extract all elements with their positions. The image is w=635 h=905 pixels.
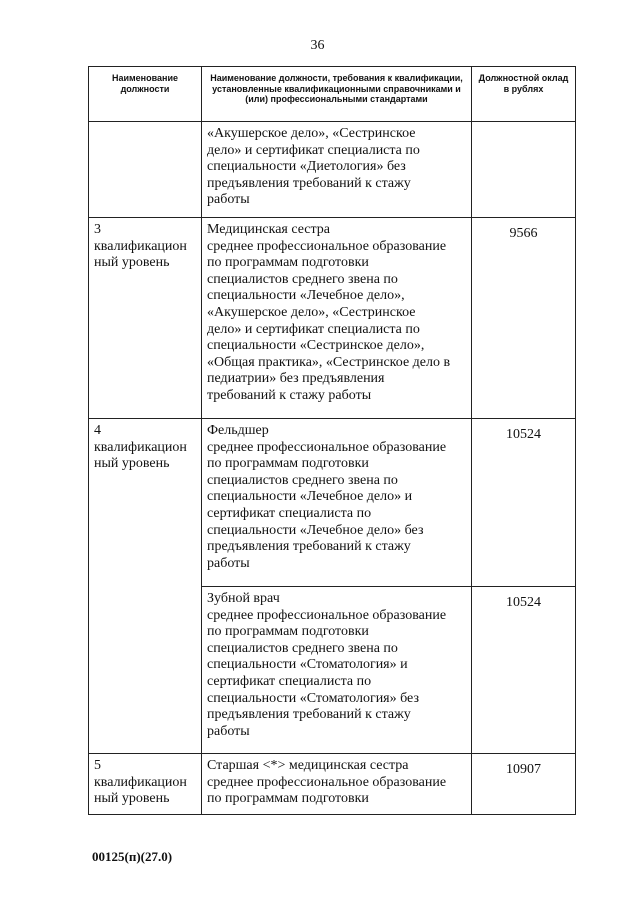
salary-cell (472, 419, 576, 587)
position-cell (202, 218, 472, 419)
salary-value: 9566 (509, 226, 538, 241)
position-text: Старшая <*> медицинская сестра среднее профессиональное образование по программам подготовки (207, 758, 447, 807)
table-header-row (89, 67, 576, 122)
position-text: «Акушерское дело», «Сестринское дело» и сертификат специалиста по специальности «Диетология» без предъявления требований к стажу работы (207, 126, 420, 208)
salary-value: 10524 (506, 595, 541, 610)
page-number: 36 (310, 38, 325, 53)
position-cell (202, 122, 472, 218)
level-cell (89, 419, 202, 754)
salary-value (472, 122, 575, 130)
header-position-name: Наименование должности (89, 67, 202, 122)
position-text: Фельдшер среднее профессиональное образование по программам подготовки специалистов среднего звена по специальности «Лечебное дело» и сертификат специалиста по специальности «Лечебное дело» без предъявления требований к стажу работы (207, 423, 447, 571)
level-text (89, 122, 201, 129)
document-code: 00125(п)(27.0) (92, 849, 173, 864)
salary-table (88, 66, 576, 815)
header-salary: Должностной оклад в рублях (472, 67, 576, 122)
level-text: 3 квалификацион ный уровень (94, 222, 187, 271)
position-cell (202, 419, 472, 587)
salary-cell (472, 218, 576, 419)
position-cell (202, 754, 472, 815)
level-cell (89, 122, 202, 218)
salary-value: 10524 (506, 427, 541, 442)
header-requirements: Наименование должности, требования к квалификации, установленные квалификационными справочниками и (или) профессиональными стандартами (202, 67, 472, 122)
level-text: 5 квалификацион ный уровень (94, 758, 187, 807)
position-text: Зубной врач среднее профессиональное образование по программам подготовки специалистов среднего звена по специальности «Стоматология» и сертификат специалиста по специальности «Стоматология» без предъявления требований к стажу работы (207, 591, 447, 739)
table-row (89, 419, 576, 587)
salary-cell (472, 587, 576, 754)
position-text: Медицинская сестра среднее профессиональное образование по программам подготовки специалистов среднего звена по специальности «Лечебное дело», «Акушерское дело», «Сестринское дело» и сертификат специалиста по специальности «Сестринское дело», «Общая практика», «Сестринское дело в педиатрии» без предъявления требований к стажу работы (207, 222, 451, 403)
level-cell (89, 218, 202, 419)
salary-value: 10907 (506, 762, 541, 777)
salary-cell (472, 754, 576, 815)
level-text: 4 квалификацион ный уровень (94, 423, 187, 472)
table-row (89, 754, 576, 815)
table-row (89, 218, 576, 419)
salary-cell (472, 122, 576, 218)
position-cell (202, 587, 472, 754)
level-cell (89, 754, 202, 815)
table-row (89, 122, 576, 218)
